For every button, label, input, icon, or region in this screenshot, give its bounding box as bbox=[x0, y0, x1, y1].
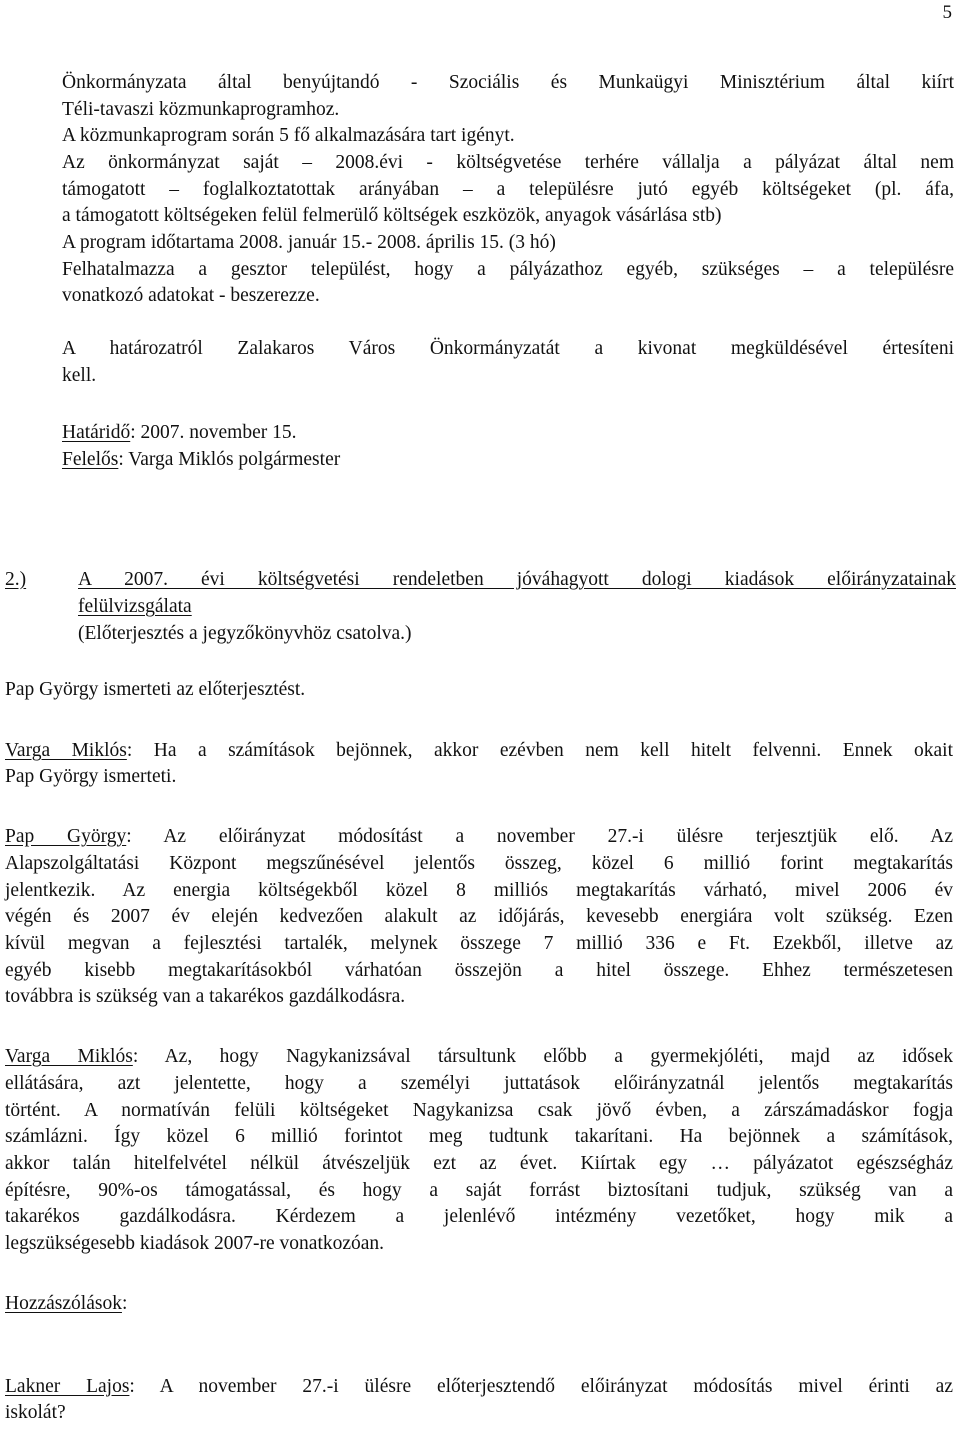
item-number bbox=[5, 567, 26, 593]
body-line: Önkormányzata által benyújtandó - Szociális és Munkaügyi Minisztérium által kiírt bbox=[62, 72, 954, 93]
item-number-text: 2.) bbox=[5, 569, 27, 590]
body-line: vonatkozó adatokat - beszerezze. bbox=[62, 285, 320, 306]
speech-text: : Az előirányzat módosítást a november 27.-i ülésre terjesztjük elő. Az bbox=[126, 826, 953, 847]
speech-line: ellátására, azt jelentette, hogy a személyi juttatások előirányzatnál jelentős megtakarítás bbox=[5, 1073, 953, 1094]
comments-heading bbox=[5, 1291, 127, 1317]
speaker-name: Lakner Lajos bbox=[5, 1376, 130, 1397]
speech-line: építésre, 90%-os támogatással, és hogy a saját forrást biztosítani tudjuk, szükség van a bbox=[5, 1180, 953, 1201]
speaker-name: Varga Miklós bbox=[5, 1046, 133, 1067]
item-title: A 2007. évi költségvetési rendeletben jóváhagyott dologi kiadások előirányzatainak bbox=[78, 569, 956, 590]
speech-line: Pap György ismerteti. bbox=[5, 766, 177, 787]
speech-text: : Ha a számítások bejönnek, akkor ezévben nem kell hitelt felvenni. Ennek okait bbox=[126, 740, 953, 761]
speech-line: takarékos gazdálkodásra. Kérdezem a jelenlévő intézmény vezetőket, hogy mik a bbox=[5, 1206, 953, 1227]
comments-colon: : bbox=[121, 1293, 128, 1314]
body-line: a támogatott költségeken felül felmerülő költségek eszközök, anyagok vásárlása stb) bbox=[62, 205, 722, 226]
responsible-label: Felelős bbox=[62, 449, 119, 470]
deadline bbox=[62, 420, 297, 446]
speaker-name: Varga Miklós bbox=[5, 740, 127, 761]
speech-line: iskolát? bbox=[5, 1402, 66, 1423]
body-line: A program időtartama 2008. január 15.- 2008. április 15. (3 hó) bbox=[62, 232, 556, 253]
speech-line: számlázni. Így közel 6 millió forintot meg tudtunk takarítani. Ha bejönnek a számítások, bbox=[5, 1126, 953, 1147]
notify-line: A határozatról Zalakaros Város Önkormányzatát a kivonat megküldésével értesíteni bbox=[62, 338, 954, 359]
speech-line: kívül megvan a fejlesztési tartalék, melynek összege 7 millió 336 e Ft. Ezekből, illetve az bbox=[5, 933, 953, 954]
speech-line: akkor talán hitelfelvétel nélkül átvészeljük ezt az évet. Kiírtak egy … pályázatot egészségház bbox=[5, 1153, 953, 1174]
item-note: (Előterjesztés a jegyzőkönyvhöz csatolva.) bbox=[78, 623, 412, 644]
body-line: Az önkormányzat saját – 2008.évi - költségvetése terhére vállalja a pályázat által nem bbox=[62, 152, 954, 173]
body-line: A közmunkaprogram során 5 fő alkalmazására tart igényt. bbox=[62, 125, 515, 146]
notify-line: kell. bbox=[62, 365, 97, 386]
speech-line: történt. A normatíván felüli költségeket Nagykanizsa csak jövő évben, a zárszámadáskor fogja bbox=[5, 1100, 953, 1121]
deadline-label: Határidő bbox=[62, 422, 131, 443]
comments-label: Hozzászólások bbox=[5, 1293, 122, 1314]
speech-text: : A november 27.-i ülésre előterjesztendő előirányzat módosítás mivel érinti az bbox=[129, 1376, 953, 1397]
speech-line: Alapszolgáltatási Központ megszűnésével jelentős összeg, közel 6 millió forint megtakarítás bbox=[5, 853, 953, 874]
speech-line: egyéb kisebb megtakarításokból várhatóan összejön a hitel összege. Ehhez természetesen bbox=[5, 960, 953, 981]
responsible bbox=[62, 447, 340, 473]
item-title-cont: felülvizsgálata bbox=[78, 596, 192, 617]
deadline-value: : 2007. november 15. bbox=[130, 422, 297, 443]
body-line: Téli-tavaszi közmunkaprogramhoz. bbox=[62, 99, 340, 120]
speech-varga-2 bbox=[5, 1044, 953, 1070]
responsible-value: : Varga Miklós polgármester bbox=[118, 449, 341, 470]
page-number: 5 bbox=[942, 2, 952, 23]
speech-line: legszükségesebb kiadások 2007-re vonatkozóan. bbox=[5, 1233, 385, 1254]
speaker-name: Pap György bbox=[5, 826, 127, 847]
speech-lakner bbox=[5, 1374, 953, 1400]
intro-line: Pap György ismerteti az előterjesztést. bbox=[5, 679, 306, 700]
speech-varga-1 bbox=[5, 738, 953, 764]
body-line: Felhatalmazza a gesztor települést, hogy a pályázathoz egyéb, szükséges – a településre bbox=[62, 259, 954, 280]
speech-text: : Az, hogy Nagykanizsával társultunk előbb a gyermekjóléti, majd az idősek bbox=[132, 1046, 953, 1067]
speech-line: továbbra is szükség van a takarékos gazdálkodásra. bbox=[5, 986, 406, 1007]
speech-line: jelentkezik. Az energia költségekből közel 8 milliós megtakarítás várható, mivel 2006 év bbox=[5, 880, 953, 901]
body-line: támogatott – foglalkoztatottak arányában – a településre jutó egyéb költségeket (pl. áfa, bbox=[62, 179, 954, 200]
speech-line: végén és 2007 év elején kedvezően alakult az időjárás, kevesebb energiára volt szükség. Ezen bbox=[5, 906, 953, 927]
speech-pap bbox=[5, 824, 953, 850]
